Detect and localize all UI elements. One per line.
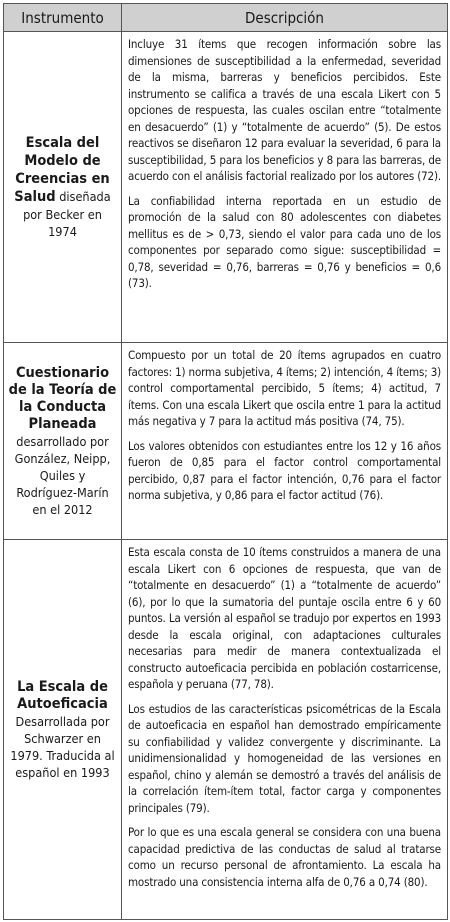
description-paragraph: Incluye 31 ítems que recogen información sobre las dimensiones de susceptibilidad a la enfermedad, severidad de la misma, barreras y beneficios percibidos. Este instrumento se califica a través de una escala Likert con 5 opciones de respuesta, las cuales oscilan entre “totalmente en desacuerdo” (1) y “totalmente de acuerdo” (5). De estos reactivos se diseñaron 12 para evaluar la severidad, 6 para la susceptibilidad, 5 para los beneficios y 8 para las barreras, de acuerdo con el análisis factorial realizado por los autores (72). xyxy=(128,37,441,183)
description-paragraph: La confiabilidad interna reportada en un estudio de promoción de la salud con 80 adolescentes con diabetes mellitus es de > 0,73, siendo el valor para cada uno de los componentes por separado como sigue: susceptibilidad = 0,78, severidad = 0,76, barreras = 0,76 y beneficios = 0,6 (73). xyxy=(128,193,441,290)
instrument-cell xyxy=(4,343,122,540)
instrument-detail: Desarrollada por Schwarzer en 1979. Traducida al español en 1993 xyxy=(10,713,115,780)
instrument-detail: desarrollado por González, Neipp, Quiles y Rodríguez-Marín en el 2012 xyxy=(14,433,111,517)
instrument-title: La Escala de Autoeficacia xyxy=(17,678,108,712)
description-paragraph: Compuesto por un total de 20 ítems agrupados en cuatro factores: 1) norma subjetiva, 4 ítems; 2) intención, 4 ítems; 3) control comportamental percibido, 5 ítems; 4) actitud, 7 ítems. Con una escala Likert que oscila entre 1 para la actitud más negativa y 7 para la actitud más positiva (74, 75). xyxy=(128,348,442,428)
description-cell xyxy=(122,32,448,343)
description-cell xyxy=(122,540,448,920)
table-header-row xyxy=(4,4,448,32)
instrument-title: Cuestionario de la Teoría de la Conducta Planeada xyxy=(8,364,117,432)
table-row xyxy=(4,32,448,343)
description-paragraph: Por lo que es una escala general se considera con una buena capacidad predictiva de las conductas de salud al tratarse como un recurso personal de afrontamiento. La escala ha mostrado una consistencia interna alfa de 0,76 a 0,74 (80). xyxy=(128,825,441,889)
header-description: Descripción xyxy=(122,4,448,32)
table-row xyxy=(4,540,448,920)
description-paragraph: Los estudios de las características psicométricas de la Escala de autoeficacia en español han demostrado empíricamente su confiabilidad y validez convergente y discriminante. La unidimensionalidad y homogeneidad de las versiones en español, chino y alemán se demostró a través del análisis de la correlación ítem-ítem total, factor carga y componentes principales (79). xyxy=(128,701,441,815)
instrument-title: Escala del Modelo de Creencias en Salud xyxy=(14,135,110,205)
table-row xyxy=(4,343,448,540)
instrument-detail: diseñada por Becker en 1974 xyxy=(23,189,111,239)
instrument-cell xyxy=(4,540,122,920)
description-paragraph: Los valores obtenidos con estudiantes entre los 12 y 16 años fueron de 0,85 para el factor control comportamental percibido, 0,87 para el factor intención, 0,76 para el factor norma subjetiva, y 0,86 para el factor actitud (76). xyxy=(128,438,441,502)
instruments-table xyxy=(3,3,448,920)
instrument-cell xyxy=(4,32,122,343)
description-cell xyxy=(122,343,448,540)
description-paragraph: Esta escala consta de 10 ítems construidos a manera de una escala Likert con 6 opciones de respuesta, que van de “totalmente en desacuerdo” (1) a “totalmente de acuerdo” (6), por lo que la sumatoria del puntaje oscila entre 6 y 60 puntos. La versión al español se tradujo por expertos en 1993 desde la escala original, con adaptaciones culturales necesarias para medir de manera contextualizada el constructo autoeficacia percibida en población costarricense, española y peruana (77, 78). xyxy=(128,545,441,691)
header-instrument: Instrumento xyxy=(4,4,122,32)
